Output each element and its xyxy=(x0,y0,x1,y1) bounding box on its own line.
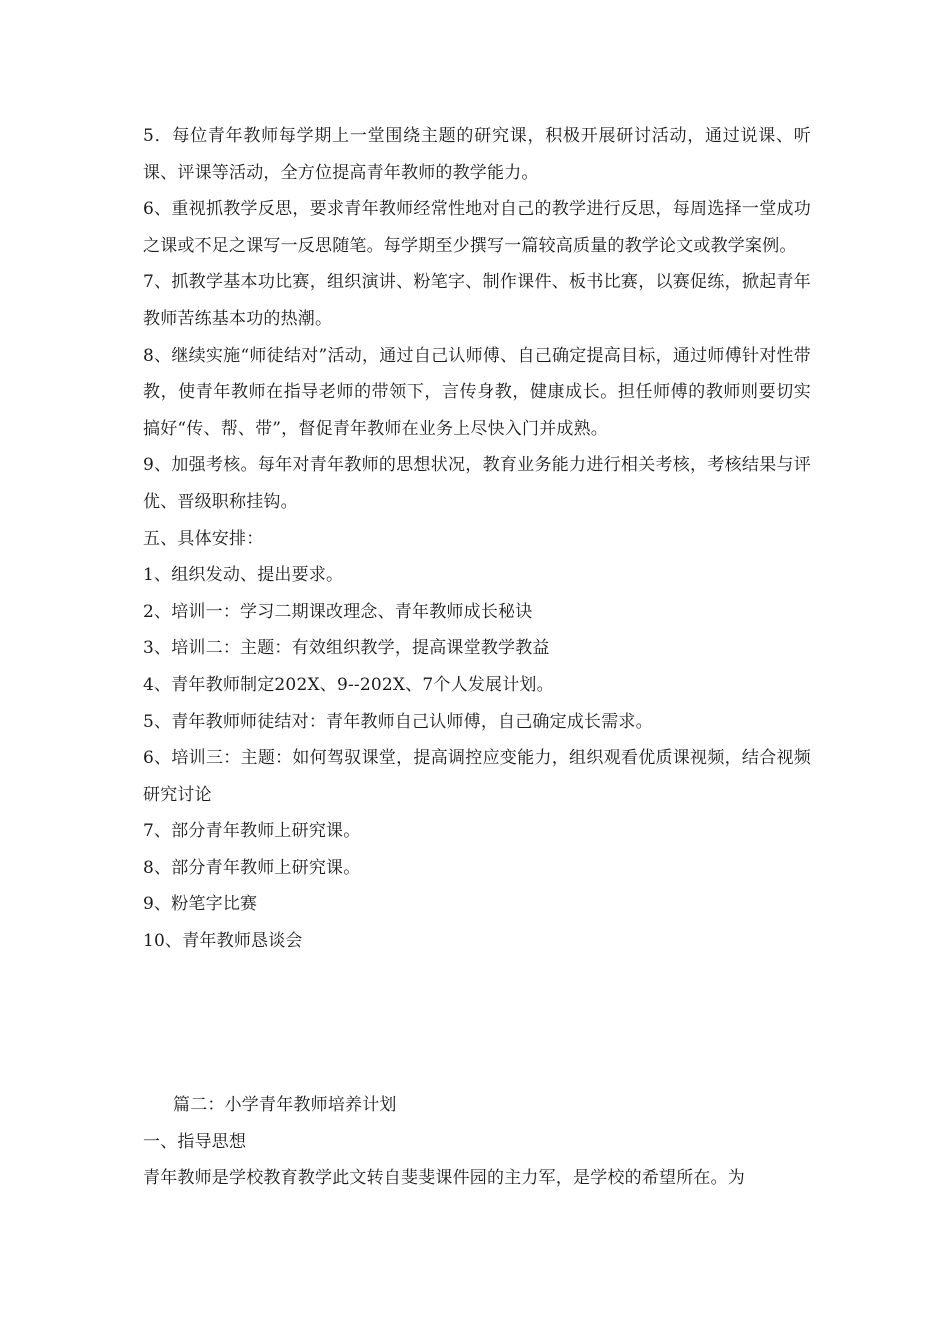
arrangement-item-7: 7、部分青年教师上研究课。 xyxy=(143,821,361,842)
paragraph-item-8: 8、继续实施“师徒结对”活动，通过自己认师傅、自己确定提高目标，通过师傅针对性带教，使青年教师在指导老师的带领下，言传身教，健康成长。担任师傅的教师则要切实搞好“传、帮、带”，督促青年教师在业务上尽快入门并成熟。 xyxy=(143,345,811,439)
article-title: 篇二：小学青年教师培养计划 xyxy=(173,1095,397,1115)
arrangement-item-3: 3、培训二：主题：有效组织教学，提高课堂教学教益 xyxy=(143,638,550,659)
paragraph-item-6: 6、重视抓教学反思，要求青年教师经常性地对自己的教学进行反思，每周选择一堂成功之课或不足之课写一反思随笔。每学期至少撰写一篇较高质量的教学论文或教学案例。 xyxy=(143,199,811,256)
paragraph-item-9: 9、加强考核。每年对青年教师的思想状况，教育业务能力进行相关考核，考核结果与评优、晋级职称挂钩。 xyxy=(143,455,811,512)
section-1-body xyxy=(143,118,811,960)
arrangement-item-10: 10、青年教师恳谈会 xyxy=(143,931,303,952)
section-heading-guiding-ideology: 一、指导思想 xyxy=(143,1131,247,1152)
section-2-body xyxy=(143,1087,811,1197)
arrangement-item-9: 9、粉笔字比赛 xyxy=(143,894,258,915)
arrangement-item-6: 6、培训三：主题：如何驾驭课堂，提高调控应变能力，组织观看优质课视频，结合视频研究讨论 xyxy=(143,748,811,805)
paragraph-item-5: 5．每位青年教师每学期上一堂围绕主题的研究课，积极开展研讨活动，通过说课、听课、评课等活动，全方位提高青年教师的教学能力。 xyxy=(143,126,811,183)
body-paragraph: 青年教师是学校教育教学此文转自斐斐课件园的主力军，是学校的希望所在。为 xyxy=(143,1168,745,1189)
arrangement-item-2: 2、培训一：学习二期课改理念、青年教师成长秘诀 xyxy=(143,601,533,622)
arrangement-item-4: 4、青年教师制定202X、9--202X、7个人发展计划。 xyxy=(143,674,554,695)
arrangement-item-1: 1、组织发动、提出要求。 xyxy=(143,565,344,586)
arrangement-item-5: 5、青年教师师徒结对：青年教师自己认师傅，自己确定成长需求。 xyxy=(143,711,653,732)
paragraph-item-7: 7、抓教学基本功比赛，组织演讲、粉笔字、制作课件、板书比赛，以赛促练，掀起青年教师苦练基本功的热潮。 xyxy=(143,272,811,329)
section-heading-arrangements: 五、具体安排： xyxy=(143,528,264,549)
arrangement-item-8: 8、部分青年教师上研究课。 xyxy=(143,857,361,878)
